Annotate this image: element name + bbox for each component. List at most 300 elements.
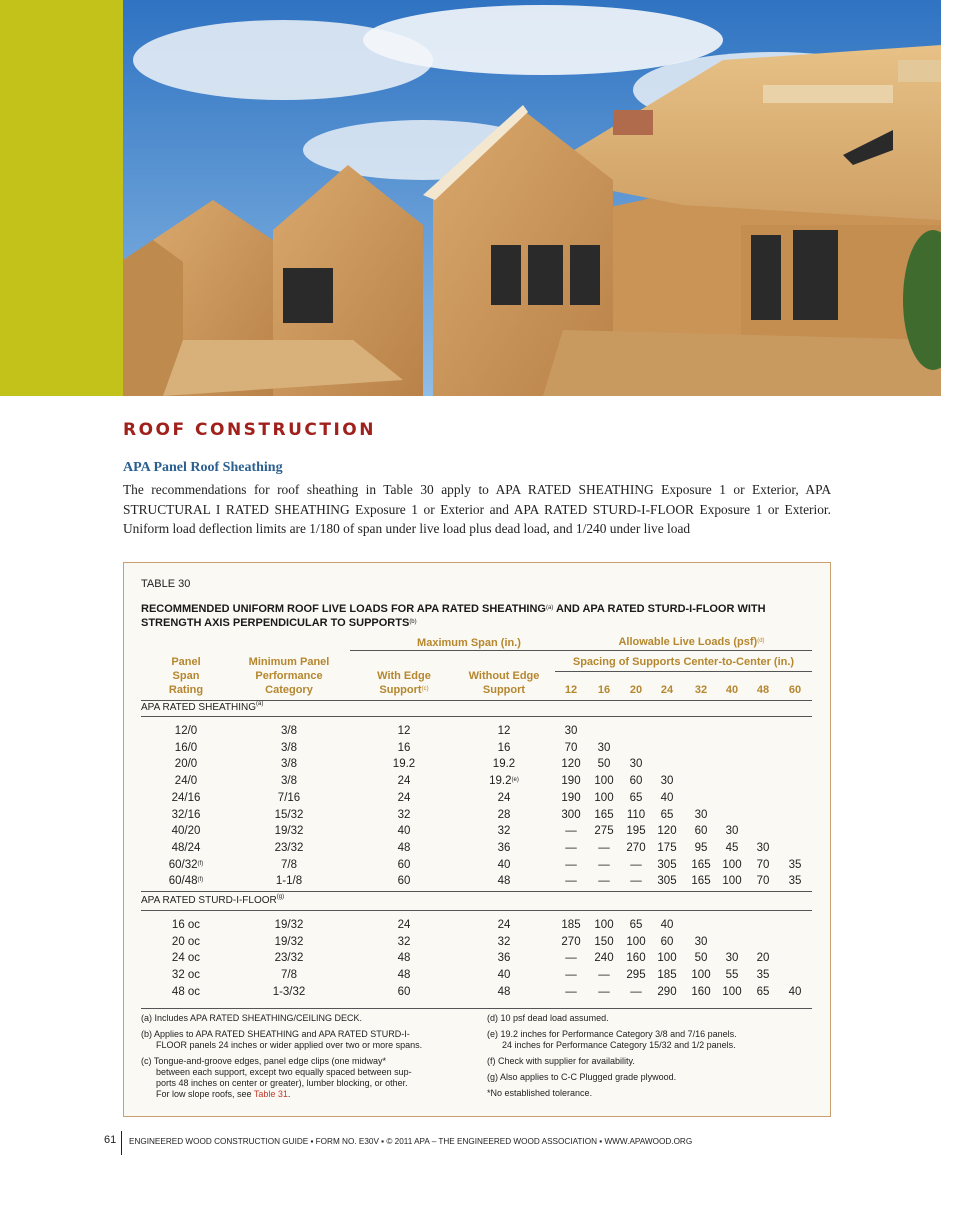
live-load-cell-value: 120 bbox=[657, 825, 677, 838]
with-edge-support-cell-value: 19.2 bbox=[392, 758, 416, 771]
spacing-header-60: 60 bbox=[788, 684, 802, 696]
header-spacing-rule bbox=[555, 671, 812, 672]
footnote-c-text: For low slope roofs, see bbox=[156, 1089, 254, 1099]
panel-span-rating-cell-value: 24/16 bbox=[171, 791, 201, 804]
spacing-header-24: 24 bbox=[660, 684, 674, 696]
panel-span-rating-cell-value: 32/16 bbox=[171, 808, 201, 821]
live-load-cell bbox=[777, 985, 813, 999]
performance-category-cell bbox=[249, 841, 329, 855]
section1-rule bbox=[141, 716, 812, 717]
panel-span-rating-cell-value: 24/0 bbox=[174, 775, 198, 788]
with-edge-support-cell bbox=[369, 918, 439, 932]
live-load-cell-value: 70 bbox=[756, 858, 770, 871]
live-load-cell bbox=[586, 874, 622, 888]
spacing-header-16: 16 bbox=[597, 684, 611, 696]
without-edge-support-cell bbox=[469, 808, 539, 822]
live-load-cell-value: 65 bbox=[756, 985, 770, 998]
spacing-header-40: 40 bbox=[725, 684, 739, 696]
page-number: 61 bbox=[104, 1134, 117, 1146]
footnote-c-line3: ports 48 inches on center or greater), lumber blocking, or other. bbox=[156, 1078, 408, 1088]
panel-span-rating-cell bbox=[156, 874, 216, 888]
footnote-a: (a) Includes APA RATED SHEATHING/CEILING DECK. bbox=[141, 1013, 363, 1023]
without-edge-support-cell-value: 28 bbox=[497, 808, 511, 821]
footnote-star: *No established tolerance. bbox=[487, 1088, 593, 1098]
without-edge-support-cell bbox=[469, 918, 539, 932]
panel-span-rating-cell-value: 16/0 bbox=[174, 741, 198, 754]
live-load-cell bbox=[649, 858, 685, 872]
table-30-box bbox=[123, 562, 831, 1117]
performance-category-cell-value: 3/8 bbox=[281, 741, 297, 754]
without-edge-support-cell bbox=[469, 757, 539, 771]
performance-category-cell-value: 23/32 bbox=[274, 952, 304, 965]
without-edge-header-1: Without Edge bbox=[468, 670, 540, 682]
live-load-cell-value: — bbox=[598, 969, 610, 982]
footnote-b-line2: FLOOR panels 24 inches or wider applied over two or more spans. bbox=[156, 1040, 423, 1050]
panel-span-rating-cell-value: 48/24 bbox=[171, 841, 201, 854]
panel-span-rating-cell-sup: (f) bbox=[197, 877, 204, 884]
performance-category-cell bbox=[249, 935, 329, 949]
live-load-cell-value: 50 bbox=[694, 952, 708, 965]
with-edge-support-cell bbox=[369, 808, 439, 822]
performance-category-cell-value: 1-3/32 bbox=[272, 985, 306, 998]
table-title-sup1: (a) bbox=[545, 605, 554, 611]
live-load-cell bbox=[586, 858, 622, 872]
live-load-cell-value: 30 bbox=[629, 758, 643, 771]
without-edge-support-cell-value: 19.2 bbox=[489, 775, 512, 788]
live-load-cell bbox=[586, 918, 622, 932]
performance-category-cell-value: 3/8 bbox=[281, 775, 297, 788]
allowable-loads-header bbox=[574, 635, 809, 649]
without-edge-support-cell bbox=[469, 935, 539, 949]
performance-category-cell bbox=[249, 874, 329, 888]
live-load-cell-value: 40 bbox=[660, 791, 674, 804]
section-rated-sheathing bbox=[141, 702, 263, 713]
live-load-cell-value: — bbox=[565, 985, 577, 998]
live-load-cell-value: 160 bbox=[626, 952, 646, 965]
live-load-cell-value: — bbox=[565, 952, 577, 965]
panel-span-rating-cell-value: 32 oc bbox=[171, 969, 201, 982]
without-edge-header-2: Support bbox=[482, 684, 526, 696]
with-edge-support-cell-value: 24 bbox=[397, 791, 411, 804]
live-load-cell-value: 165 bbox=[691, 858, 711, 871]
live-load-cell-value: 270 bbox=[626, 841, 646, 854]
with-edge-support-cell-value: 60 bbox=[397, 985, 411, 998]
without-edge-support-cell-value: 32 bbox=[497, 825, 511, 838]
live-load-cell-value: 185 bbox=[657, 969, 677, 982]
table-title-part2: AND APA RATED STURD-I-FLOOR WITH STRENGTH AXIS PERPENDICULAR TO SUPPORTS bbox=[141, 603, 766, 629]
live-load-cell-value: 70 bbox=[564, 741, 578, 754]
live-load-cell bbox=[714, 824, 750, 838]
live-load-cell-value: 30 bbox=[756, 841, 770, 854]
live-load-cell bbox=[553, 985, 589, 999]
with-edge-support-cell-value: 24 bbox=[397, 919, 411, 931]
footnote-d: (d) 10 psf dead load assumed. bbox=[487, 1013, 609, 1023]
with-edge-support-cell bbox=[369, 774, 439, 788]
live-load-cell bbox=[586, 808, 622, 822]
live-load-cell-value: 100 bbox=[594, 775, 614, 788]
section2-sup: (g) bbox=[276, 894, 285, 900]
sub-title: APA Panel Roof Sheathing bbox=[123, 460, 283, 475]
performance-category-cell-value: 19/32 bbox=[274, 935, 304, 948]
without-edge-support-cell-sup: (e) bbox=[511, 777, 519, 784]
live-load-cell-value: 185 bbox=[561, 919, 581, 931]
without-edge-support-cell bbox=[469, 968, 539, 982]
live-load-cell-value: 100 bbox=[722, 875, 742, 888]
live-load-cell bbox=[553, 858, 589, 872]
panel-span-rating-cell-sup: (f) bbox=[197, 860, 204, 867]
performance-category-cell-value: 19/32 bbox=[274, 919, 304, 931]
intro-paragraph: The recommendations for roof sheathing in Table 30 apply to APA RATED SHEATHING Exposure 1 or Exterior, APA STRUCTURAL I RATED SHEATHING Exposure 1 or Exterior and APA RATED STURD-I-FLOOR Exposure 1 or Exterior. Uniform load deflection limits are 1/180 of span under live load plus dead load, and 1/240 under live load bbox=[123, 482, 831, 536]
live-load-cell bbox=[553, 774, 589, 788]
live-load-cell-value: 300 bbox=[561, 808, 581, 821]
live-load-cell-value: 100 bbox=[594, 791, 614, 804]
live-load-cell bbox=[553, 968, 589, 982]
panel-span-rating-cell-value: 60/48 bbox=[168, 875, 198, 888]
live-load-cell bbox=[586, 951, 622, 965]
live-load-cell-value: 165 bbox=[691, 875, 711, 888]
with-edge-support-cell-value: 48 bbox=[397, 952, 411, 965]
live-load-cell-value: 40 bbox=[660, 919, 674, 931]
with-edge-support-cell-value: 60 bbox=[397, 875, 411, 888]
footnote-e-line1: (e) 19.2 inches for Performance Category 3/8 and 7/16 panels. bbox=[487, 1029, 737, 1039]
live-load-cell bbox=[649, 985, 685, 999]
without-edge-support-cell-value: 48 bbox=[497, 985, 511, 998]
without-edge-support-cell-value: 36 bbox=[497, 952, 511, 965]
live-load-cell-value: — bbox=[565, 969, 577, 982]
live-load-cell-value: 30 bbox=[694, 808, 708, 821]
performance-category-cell bbox=[249, 858, 329, 872]
panel-span-rating-cell bbox=[156, 985, 216, 999]
live-load-cell bbox=[745, 874, 781, 888]
live-load-cell-value: 100 bbox=[722, 985, 742, 998]
live-load-cell bbox=[649, 824, 685, 838]
footer-text: ENGINEERED WOOD CONSTRUCTION GUIDE ▪ FORM NO. E30V ▪ © 2011 APA – THE ENGINEERED WOOD ASSOCIATION ▪ WWW.APAWOOD.ORG bbox=[129, 1137, 693, 1146]
panel-span-rating-cell bbox=[156, 808, 216, 822]
without-edge-support-cell bbox=[469, 791, 539, 805]
with-edge-support-cell-value: 40 bbox=[397, 825, 411, 838]
panel-span-rating-cell-value: 40/20 bbox=[171, 825, 201, 838]
with-edge-support-header bbox=[364, 669, 444, 697]
min-panel-header-1: Minimum Panel bbox=[248, 656, 330, 668]
min-panel-header-2: Performance bbox=[255, 670, 323, 682]
table-31-link[interactable]: Table 31 bbox=[253, 1089, 288, 1099]
panel-span-rating-cell-value: 20/0 bbox=[174, 758, 198, 771]
live-load-cell-value: 160 bbox=[691, 985, 711, 998]
panel-span-rating-cell bbox=[156, 757, 216, 771]
performance-category-cell bbox=[249, 724, 329, 738]
live-load-cell bbox=[649, 968, 685, 982]
live-load-cell-value: 270 bbox=[561, 935, 581, 948]
performance-category-cell-value: 3/8 bbox=[281, 725, 297, 737]
live-load-cell bbox=[553, 874, 589, 888]
section-sturd-i-floor bbox=[141, 895, 284, 906]
panel-span-rating-cell bbox=[156, 951, 216, 965]
panel-span-rating-cell bbox=[156, 968, 216, 982]
live-load-cell-value: 100 bbox=[626, 935, 646, 948]
panel-span-rating-cell bbox=[156, 791, 216, 805]
live-load-cell-value: 60 bbox=[694, 825, 708, 838]
section2-label: APA RATED STURD-I-FLOOR bbox=[141, 895, 277, 906]
live-load-cell-value: 275 bbox=[594, 825, 614, 838]
performance-category-cell-value: 23/32 bbox=[274, 841, 304, 854]
live-load-cell-value: — bbox=[630, 985, 642, 998]
live-load-cell bbox=[586, 741, 622, 755]
performance-category-cell bbox=[249, 824, 329, 838]
without-edge-support-cell bbox=[469, 774, 539, 788]
with-edge-support-cell bbox=[369, 858, 439, 872]
without-edge-support-cell-value: 48 bbox=[497, 875, 511, 888]
live-load-cell-value: 190 bbox=[561, 791, 581, 804]
without-edge-support-cell-value: 36 bbox=[497, 841, 511, 854]
live-load-cell-value: 295 bbox=[626, 969, 646, 982]
performance-category-cell-value: 7/8 bbox=[281, 969, 297, 982]
footnote-c-line4 bbox=[141, 1089, 481, 1100]
without-edge-support-cell bbox=[469, 874, 539, 888]
live-load-cell-value: 100 bbox=[657, 952, 677, 965]
with-edge-support-cell-value: 48 bbox=[397, 969, 411, 982]
with-edge-support-cell-value: 48 bbox=[397, 841, 411, 854]
live-load-cell-value: — bbox=[598, 985, 610, 998]
panel-span-rating-cell bbox=[156, 841, 216, 855]
live-load-cell-value: 100 bbox=[691, 969, 711, 982]
spacing-header-12: 12 bbox=[564, 684, 578, 696]
live-load-cell bbox=[649, 841, 685, 855]
with-edge-support-cell bbox=[369, 951, 439, 965]
without-edge-support-cell-value: 32 bbox=[497, 935, 511, 948]
live-load-cell-value: 35 bbox=[788, 858, 802, 871]
with-edge-sup: (c) bbox=[421, 686, 429, 692]
live-load-cell-value: — bbox=[598, 841, 610, 854]
panel-span-rating-cell-value: 60/32 bbox=[168, 858, 198, 871]
live-load-cell-value: 30 bbox=[725, 825, 739, 838]
live-load-cell-value: 60 bbox=[660, 935, 674, 948]
panel-span-rating-cell bbox=[156, 724, 216, 738]
with-edge-support-cell bbox=[369, 841, 439, 855]
without-edge-support-cell bbox=[469, 951, 539, 965]
live-load-cell bbox=[683, 808, 719, 822]
live-load-cell bbox=[649, 774, 685, 788]
live-load-cell bbox=[618, 757, 654, 771]
house-construction-photo bbox=[123, 0, 941, 396]
live-load-cell-value: 30 bbox=[597, 741, 611, 754]
spacing-header-32: 32 bbox=[694, 684, 708, 696]
header-top-rule bbox=[350, 650, 812, 651]
live-load-cell-value: — bbox=[630, 875, 642, 888]
spacing-header: Spacing of Supports Center-to-Center (in.) bbox=[572, 656, 795, 668]
panel-span-rating-cell-value: 24 oc bbox=[171, 952, 201, 965]
with-edge-header-2: Support bbox=[379, 684, 422, 696]
with-edge-support-cell bbox=[369, 968, 439, 982]
panel-span-rating-cell-value: 16 oc bbox=[171, 919, 201, 931]
with-edge-support-cell bbox=[369, 724, 439, 738]
spacing-header-20: 20 bbox=[629, 684, 643, 696]
live-load-cell-value: 45 bbox=[725, 841, 739, 854]
performance-category-cell-value: 1-1/8 bbox=[275, 875, 303, 888]
without-edge-support-cell bbox=[469, 724, 539, 738]
footnotes-rule bbox=[141, 1008, 812, 1009]
live-load-cell-value: 65 bbox=[629, 919, 643, 931]
performance-category-cell bbox=[249, 741, 329, 755]
performance-category-cell bbox=[249, 774, 329, 788]
panel-span-header-3: Rating bbox=[168, 684, 204, 696]
panel-span-rating-cell bbox=[156, 918, 216, 932]
live-load-cell-value: — bbox=[565, 875, 577, 888]
without-edge-support-cell bbox=[469, 841, 539, 855]
with-edge-header-1: With Edge bbox=[377, 670, 431, 682]
live-load-cell-value: 195 bbox=[626, 825, 646, 838]
live-load-cell bbox=[649, 874, 685, 888]
allowable-loads-label: Allowable Live Loads (psf) bbox=[618, 636, 758, 648]
table-title-part1: RECOMMENDED UNIFORM ROOF LIVE LOADS FOR APA RATED SHEATHING bbox=[141, 603, 546, 615]
live-load-cell bbox=[777, 858, 813, 872]
performance-category-cell-value: 7/8 bbox=[281, 858, 297, 871]
table-number: TABLE 30 bbox=[141, 578, 191, 590]
footnote-f: (f) Check with supplier for availability. bbox=[487, 1056, 635, 1066]
with-edge-support-cell bbox=[369, 985, 439, 999]
footnote-c-line1: (c) Tongue-and-groove edges, panel edge clips (one midway* bbox=[141, 1056, 386, 1066]
with-edge-support-cell bbox=[369, 935, 439, 949]
green-accent-bar bbox=[0, 0, 123, 396]
live-load-cell-value: 20 bbox=[756, 952, 770, 965]
live-load-cell-value: 290 bbox=[657, 985, 677, 998]
max-span-header: Maximum Span (in.) bbox=[417, 637, 521, 649]
live-load-cell-value: 30 bbox=[725, 952, 739, 965]
live-load-cell-value: 65 bbox=[629, 791, 643, 804]
performance-category-cell bbox=[249, 791, 329, 805]
live-load-cell-value: 120 bbox=[561, 758, 581, 771]
live-load-cell bbox=[649, 935, 685, 949]
live-load-cell bbox=[553, 951, 589, 965]
without-edge-support-cell bbox=[469, 858, 539, 872]
live-load-cell-value: 30 bbox=[660, 775, 674, 788]
live-load-cell-value: — bbox=[565, 825, 577, 838]
live-load-cell-value: — bbox=[598, 875, 610, 888]
live-load-cell-value: — bbox=[630, 858, 642, 871]
with-edge-support-cell-value: 60 bbox=[397, 858, 411, 871]
footnotes-right bbox=[487, 1013, 817, 1099]
with-edge-support-cell bbox=[369, 757, 439, 771]
panel-span-rating-cell bbox=[156, 824, 216, 838]
live-load-cell-value: 190 bbox=[561, 775, 581, 788]
panel-span-rating-cell bbox=[156, 741, 216, 755]
panel-span-rating-cell-value: 20 oc bbox=[171, 935, 201, 948]
live-load-cell-value: 30 bbox=[564, 725, 578, 737]
footnote-e-line2: 24 inches for Performance Category 15/32 and 1/2 panels. bbox=[502, 1040, 736, 1050]
footnote-b-line1: (b) Applies to APA RATED SHEATHING and APA RATED STURD-I- bbox=[141, 1029, 410, 1039]
live-load-cell-value: 305 bbox=[657, 875, 677, 888]
section2-top-rule bbox=[141, 891, 812, 892]
live-load-cell bbox=[553, 918, 589, 932]
live-load-cell bbox=[553, 935, 589, 949]
live-load-cell-value: 150 bbox=[594, 935, 614, 948]
live-load-cell bbox=[745, 968, 781, 982]
live-load-cell bbox=[586, 824, 622, 838]
live-load-cell-value: — bbox=[565, 858, 577, 871]
with-edge-support-cell-value: 32 bbox=[397, 808, 411, 821]
with-edge-support-cell bbox=[369, 824, 439, 838]
panel-span-rating-cell-value: 12/0 bbox=[174, 725, 198, 737]
performance-category-cell-value: 15/32 bbox=[274, 808, 304, 821]
without-edge-support-cell-value: 24 bbox=[497, 791, 511, 804]
live-load-cell bbox=[586, 968, 622, 982]
performance-category-cell bbox=[249, 808, 329, 822]
live-load-cell bbox=[586, 757, 622, 771]
live-load-cell bbox=[649, 808, 685, 822]
live-load-cell bbox=[553, 791, 589, 805]
performance-category-cell bbox=[249, 918, 329, 932]
performance-category-cell bbox=[249, 985, 329, 999]
live-load-cell bbox=[586, 774, 622, 788]
with-edge-support-cell-value: 12 bbox=[397, 725, 411, 737]
live-load-cell-value: 305 bbox=[657, 858, 677, 871]
with-edge-support-cell-value: 24 bbox=[397, 775, 411, 788]
footnote-g: (g) Also applies to C-C Plugged grade plywood. bbox=[487, 1072, 677, 1082]
live-load-cell-value: 30 bbox=[694, 935, 708, 948]
without-edge-support-cell-value: 16 bbox=[497, 741, 511, 754]
live-load-cell-value: 100 bbox=[594, 919, 614, 931]
header-bottom-rule bbox=[141, 700, 812, 701]
table-title-sup2: (b) bbox=[409, 619, 417, 625]
live-load-cell bbox=[649, 791, 685, 805]
live-load-cell bbox=[553, 841, 589, 855]
without-edge-support-cell-value: 40 bbox=[497, 858, 511, 871]
footer-divider bbox=[121, 1131, 122, 1155]
performance-category-cell-value: 7/16 bbox=[277, 791, 301, 804]
allowable-loads-sup: (d) bbox=[757, 638, 765, 644]
live-load-cell-value: 240 bbox=[594, 952, 614, 965]
footnote-c-end: . bbox=[287, 1089, 291, 1099]
live-load-cell-value: 55 bbox=[725, 969, 739, 982]
panel-span-header-2: Span bbox=[172, 670, 200, 682]
live-load-cell bbox=[553, 741, 589, 755]
without-edge-support-cell bbox=[469, 741, 539, 755]
live-load-cell-value: 175 bbox=[657, 841, 677, 854]
live-load-cell bbox=[683, 935, 719, 949]
performance-category-cell-value: 3/8 bbox=[281, 758, 297, 771]
live-load-cell-value: 35 bbox=[788, 875, 802, 888]
live-load-cell bbox=[745, 841, 781, 855]
live-load-cell bbox=[745, 951, 781, 965]
performance-category-cell bbox=[249, 757, 329, 771]
panel-span-rating-cell bbox=[156, 935, 216, 949]
min-panel-category-header bbox=[229, 655, 349, 697]
section-title: ROOF CONSTRUCTION bbox=[123, 420, 376, 440]
performance-category-cell bbox=[249, 968, 329, 982]
section1-sup: (a) bbox=[256, 701, 264, 707]
footnote-c-line2: between each support, except two equally spaced between sup- bbox=[156, 1067, 412, 1077]
live-load-cell bbox=[553, 724, 589, 738]
live-load-cell bbox=[745, 858, 781, 872]
section2-rule bbox=[141, 910, 812, 911]
min-panel-header-3: Category bbox=[265, 684, 313, 696]
without-edge-support-cell-value: 24 bbox=[497, 919, 511, 931]
live-load-cell bbox=[649, 918, 685, 932]
live-load-cell-value: 40 bbox=[788, 985, 802, 998]
spacing-header-48: 48 bbox=[756, 684, 770, 696]
live-load-cell bbox=[586, 791, 622, 805]
with-edge-support-cell bbox=[369, 741, 439, 755]
live-load-cell-value: 35 bbox=[756, 969, 770, 982]
without-edge-support-cell-value: 40 bbox=[497, 969, 511, 982]
live-load-cell-value: 50 bbox=[597, 758, 611, 771]
live-load-cell bbox=[586, 985, 622, 999]
footnotes-left bbox=[141, 1013, 481, 1100]
without-edge-support-cell-value: 19.2 bbox=[492, 758, 516, 771]
live-load-cell-value: 60 bbox=[629, 775, 643, 788]
live-load-cell-value: 70 bbox=[756, 875, 770, 888]
live-load-cell bbox=[586, 841, 622, 855]
live-load-cell-value: 100 bbox=[722, 858, 742, 871]
